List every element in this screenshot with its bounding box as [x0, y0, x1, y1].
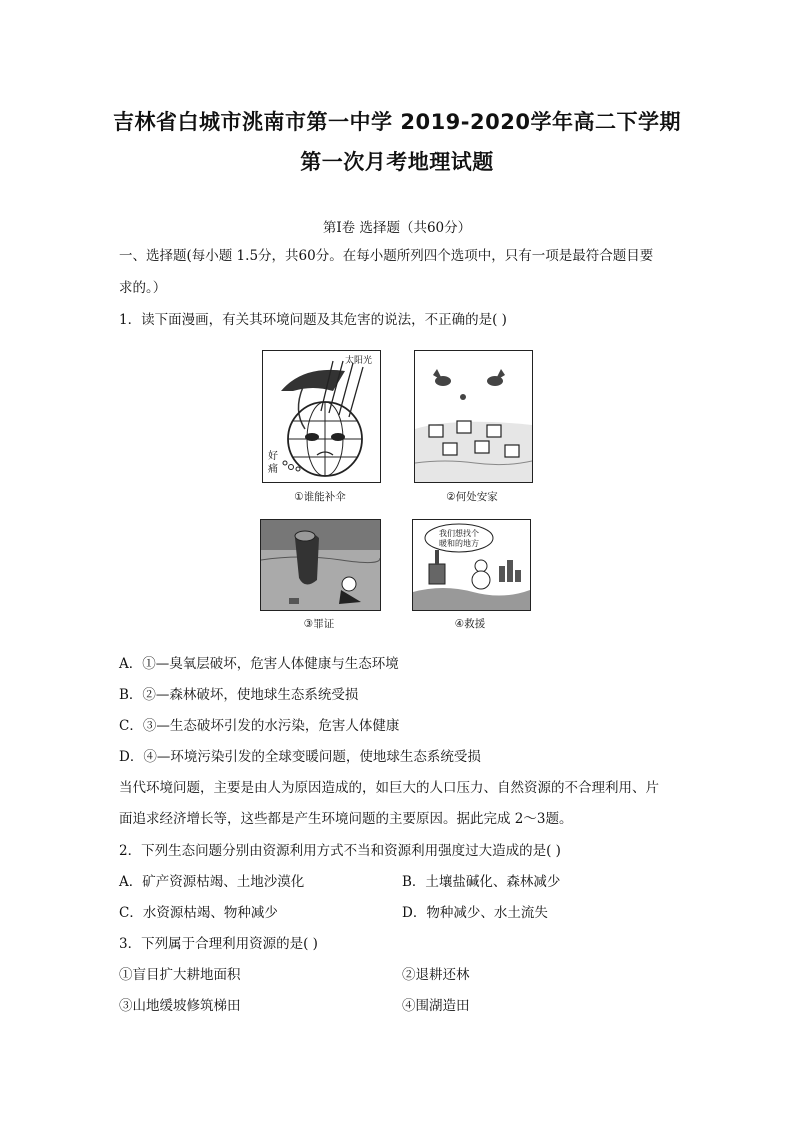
- speech-hao: 好: [268, 451, 278, 462]
- question-2-option-d: D．物种减少、水土流失: [402, 905, 548, 921]
- snowman-icon: [475, 560, 487, 572]
- instructions-line-1: 一、选择题(每小题 1.5分，共60分。在每小题所列四个选项中，只有一项是最符合题目要: [119, 248, 654, 264]
- exam-title-line-1: 吉林省白城市洮南市第一中学 2019-2020学年高二下学期: [113, 110, 681, 134]
- question-1-stem: 1．读下面漫画，有关其环境问题及其危害的说法，不正确的是( ): [119, 312, 507, 328]
- comic-2-caption: ②何处安家: [446, 491, 498, 503]
- sun-label: 太阳光: [345, 356, 373, 366]
- question-3-item-3: ③山地缓坡修筑梯田: [119, 998, 241, 1014]
- speech-line-1: 我们想找个: [439, 529, 479, 538]
- question-3-item-2: ②退耕还林: [402, 967, 470, 983]
- question-3-stem: 3．下列属于合理利用资源的是( ): [119, 936, 318, 952]
- question-2-stem: 2．下列生态问题分别由资源利用方式不当和资源利用强度过大造成的是( ): [119, 843, 561, 859]
- passage-line-1: 当代环境问题，主要是由人为原因造成的，如巨大的人口压力、自然资源的不合理利用、片: [119, 780, 659, 796]
- comic-deforestation: [414, 350, 533, 483]
- question-2-option-c: C．水资源枯竭、物种减少: [119, 905, 278, 921]
- question-3-item-1: ①盲目扩大耕地面积: [119, 967, 241, 983]
- question-1-option-c: C．③—生态破坏引发的水污染，危害人体健康: [119, 718, 400, 734]
- comic-global-warming: [412, 519, 531, 611]
- instructions-line-2: 求的。）: [119, 280, 167, 296]
- comic-4-caption: ④救援: [454, 618, 486, 630]
- question-2-option-b: B．土壤盐碱化、森林减少: [402, 874, 561, 890]
- comic-water-illustration: [261, 520, 380, 610]
- section-heading: 第Ⅰ卷 选择题（共60分）: [322, 220, 472, 236]
- comic-warming-illustration: [413, 520, 530, 610]
- bird-icon: [433, 369, 505, 400]
- comic-3-caption: ③罪证: [303, 618, 335, 630]
- question-1-option-b: B．②—森林破坏，使地球生态系统受损: [119, 687, 359, 703]
- comic-1-caption: ①谁能补伞: [294, 491, 346, 503]
- question-1-option-d: D．④—环境污染引发的全球变暖问题，使地球生态系统受损: [119, 749, 481, 765]
- speech-line-2: 暖和的地方: [439, 539, 479, 548]
- comic-deforestation-illustration: [415, 351, 532, 482]
- comic-ozone-illustration: [263, 351, 380, 482]
- passage-line-2: 面追求经济增长等，这些都是产生环境问题的主要原因。据此完成 2～3题。: [119, 811, 573, 827]
- exam-title-line-2: 第一次月考地理试题: [300, 150, 494, 174]
- question-3-item-4: ④围湖造田: [402, 998, 470, 1014]
- comic-ozone-umbrella: [262, 350, 381, 483]
- factory-icon: [429, 564, 445, 584]
- comic-water-pollution: [260, 519, 381, 611]
- question-1-option-a: A．①—臭氧层破坏，危害人体健康与生态环境: [119, 656, 399, 672]
- speech-tong: 痛: [268, 464, 278, 475]
- question-2-option-a: A．矿产资源枯竭、土地沙漠化: [119, 874, 305, 890]
